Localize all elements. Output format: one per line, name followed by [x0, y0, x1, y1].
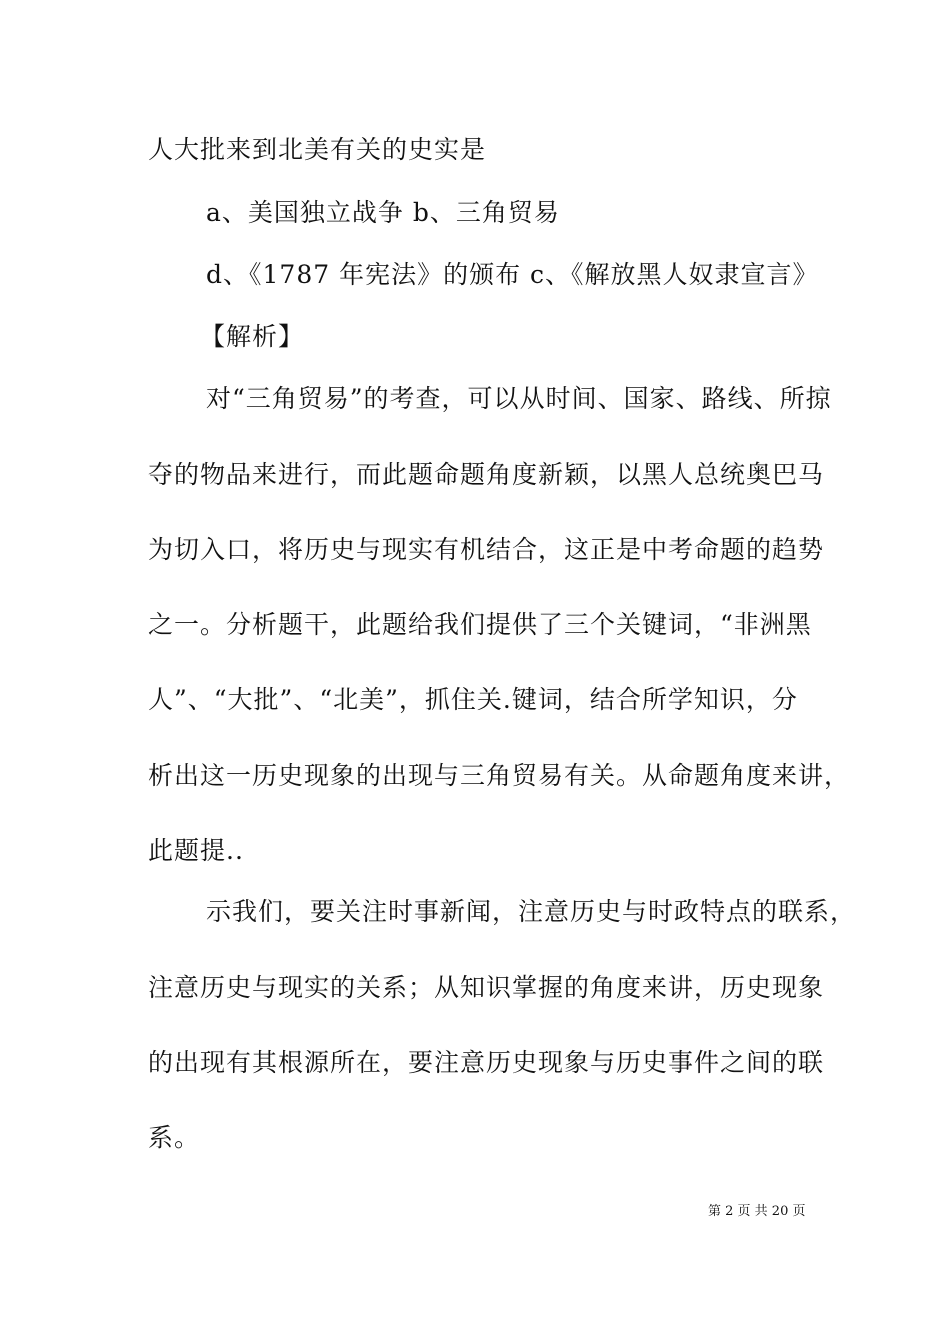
option-line-1: a、美国独立战争 b、三角贸易 — [206, 198, 560, 227]
option-line-2: d、《1787 年宪法》的颁布 c、《解放黑人奴隶宣言》 — [206, 260, 819, 289]
paragraph-1-line-1: 对“三角贸易”的考查，可以从时间、国家、路线、所掠 — [206, 384, 832, 413]
paragraph-1-line-3: 为切入口，将历史与现实有机结合，这正是中考命题的趋势 — [148, 535, 825, 564]
paragraph-1-line-7: 此题提.. — [148, 836, 244, 865]
paragraph-2-line-1: 示我们，要关注时事新闻，注意历史与时政特点的联系， — [206, 897, 857, 926]
page-number-footer: 第 2 页 共 20 页 — [708, 1204, 806, 1219]
question-stem-text: 人大批来到北美有关的史实是 — [148, 135, 487, 164]
paragraph-1-line-4: 之一。分析题干，此题给我们提供了三个关键词，“非洲黑 — [148, 610, 812, 639]
paragraph-1-line-6: 析出这一历史现象的出现与三角贸易有关。从命题角度来讲， — [148, 761, 851, 790]
paragraph-1-line-2: 夺的物品来进行，而此题命题角度新颖，以黑人总统奥巴马 — [148, 460, 825, 489]
paragraph-2-line-2: 注意历史与现实的关系；从知识掌握的角度来讲，历史现象 — [148, 973, 825, 1002]
analysis-heading: 【解析】 — [200, 322, 305, 351]
paragraph-1-line-5: 人”、“大批”、“北美”，抓住关.键词，结合所学知识，分 — [148, 685, 798, 714]
paragraph-2-line-3: 的出现有其根源所在，要注意历史现象与历史事件之间的联 — [148, 1048, 825, 1077]
paragraph-2-line-4: 系。 — [148, 1123, 201, 1152]
